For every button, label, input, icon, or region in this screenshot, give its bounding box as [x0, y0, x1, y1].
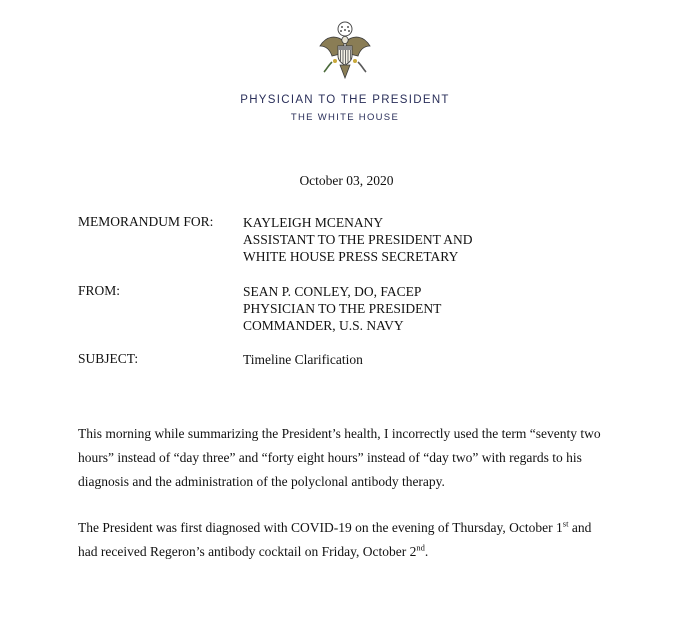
- line-end: and: [568, 520, 592, 535]
- body-paragraph-2: [78, 516, 648, 564]
- paragraph-line: [78, 540, 648, 564]
- paragraph-line: This morning while summarizing the President’s health, I incorrectly used the term “seventy two: [78, 426, 601, 441]
- from-label: FROM:: [78, 283, 121, 298]
- ordinal-suffix: nd: [416, 542, 425, 553]
- eagle-seal-icon: [318, 20, 372, 82]
- recipient-title-2: WHITE HOUSE PRESS SECRETARY: [243, 249, 459, 264]
- recipient-name: KAYLEIGH MCENANY: [243, 215, 384, 230]
- sender-rank: COMMANDER, U.S. NAVY: [243, 318, 404, 333]
- body-paragraph-1: [78, 422, 648, 494]
- line-text: had received Regeron’s antibody cocktail on Friday, October 2: [78, 544, 417, 559]
- sender-title: PHYSICIAN TO THE PRESIDENT: [243, 301, 442, 316]
- paragraph-line: [78, 516, 648, 540]
- paragraph-line: hours” instead of “day three” and “forty eight hours” instead of “day two” with regards to his: [78, 450, 582, 465]
- memo-for-recipient: [243, 214, 472, 265]
- office-location: THE WHITE HOUSE: [290, 112, 400, 123]
- memo-for-label: MEMORANDUM FOR:: [78, 214, 214, 229]
- line-end: .: [424, 544, 429, 559]
- line-text: The President was first diagnosed with COVID-19 on the evening of Thursday, October 1: [78, 520, 563, 535]
- recipient-title: ASSISTANT TO THE PRESIDENT AND: [243, 232, 473, 247]
- subject-value: Timeline Clarification: [243, 352, 363, 367]
- office-title: PHYSICIAN TO THE PRESIDENT: [240, 94, 450, 106]
- subject-label: SUBJECT:: [78, 351, 139, 366]
- ordinal-suffix: st: [562, 518, 569, 529]
- paragraph-line: diagnosis and the administration of the polyclonal antibody therapy.: [78, 474, 445, 489]
- sender-name: SEAN P. CONLEY, DO, FACEP: [243, 284, 422, 299]
- from-sender: [243, 283, 441, 334]
- memo-date: October 03, 2020: [299, 173, 394, 188]
